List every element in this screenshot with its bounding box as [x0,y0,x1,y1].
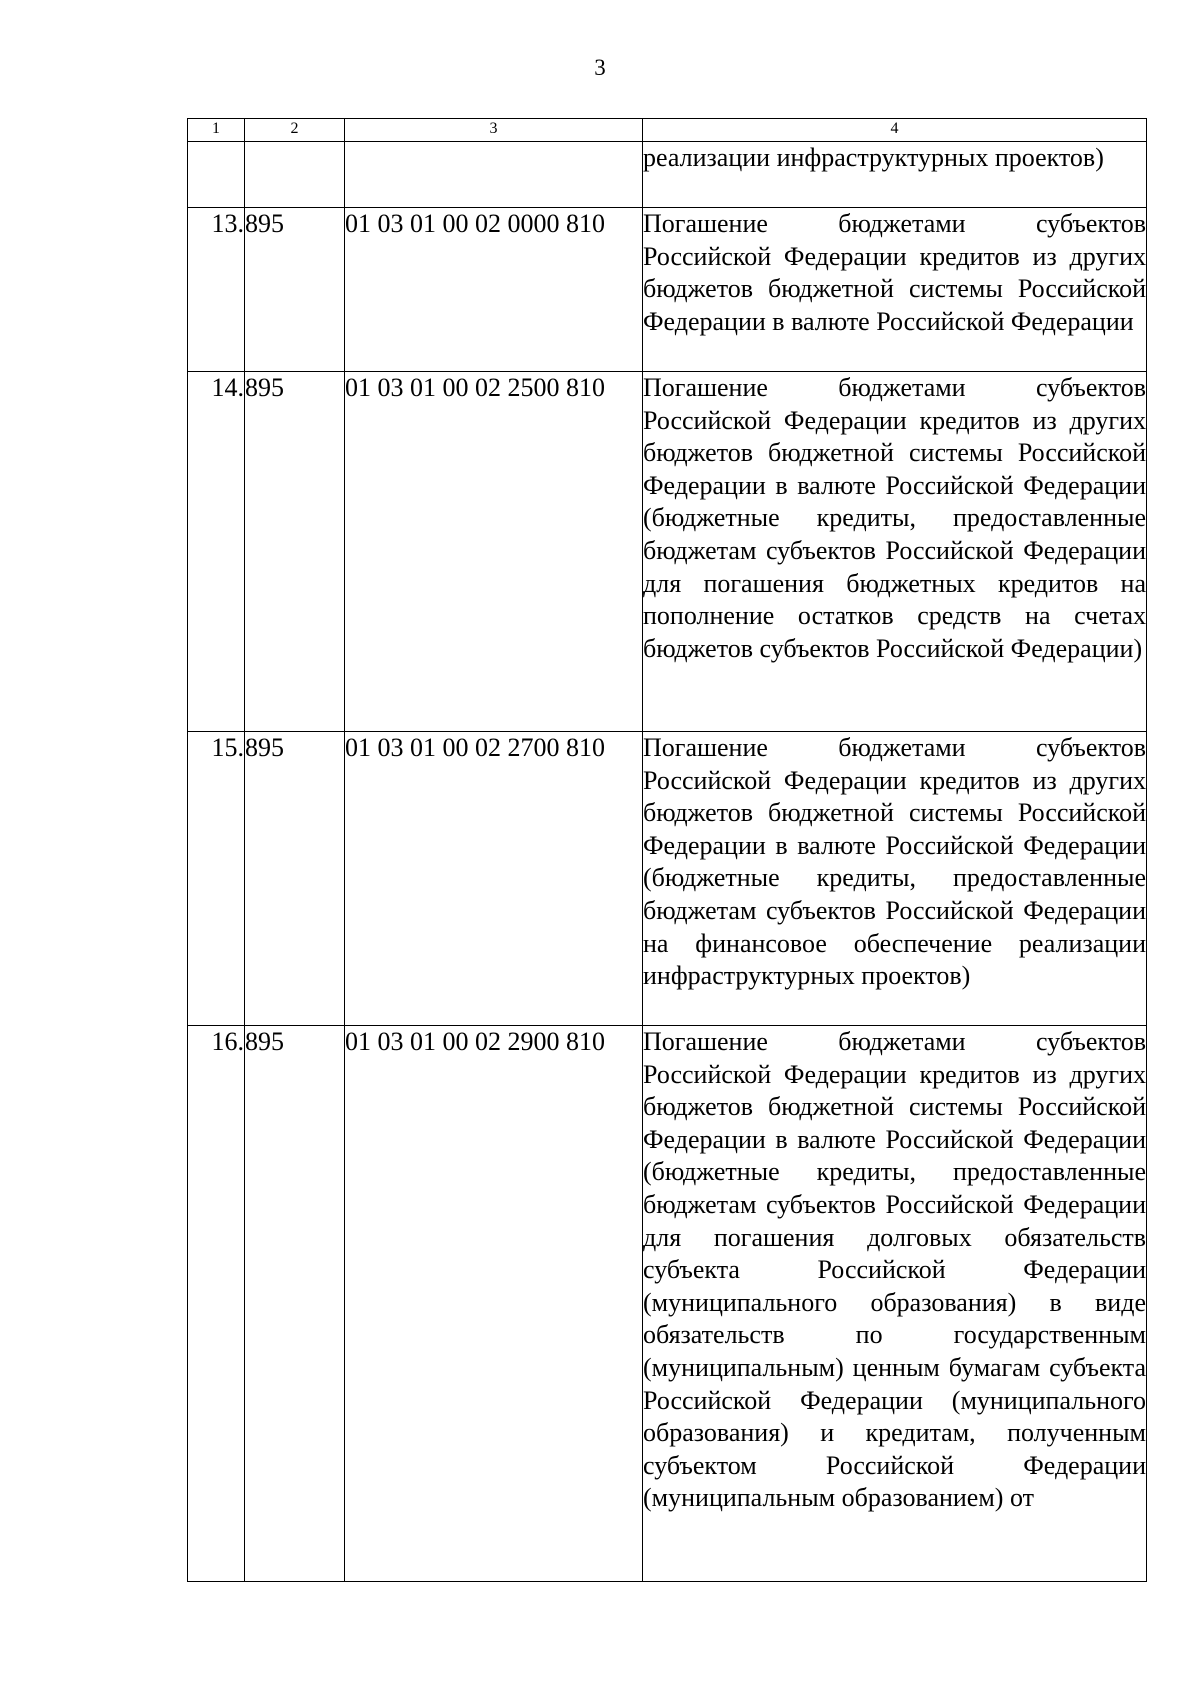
row-description [643,732,1147,1026]
row-number: 14. [188,372,245,732]
row-budget-code: 01 03 01 00 02 0000 810 [345,208,643,372]
row-description [643,142,1147,208]
description-text: Погашение бюджетами субъектов Российской Федерации кредитов из других бюджетов бюджетной системы Российской Федерации в валюте Российской Федерации (бюджетные кредиты, предоставленные бюджетам субъектов Российской Федерации для погашения бюджетных кредитов на пополнение остатков средств на счетах бюджетов субъектов Российской Федерации) [643,373,1146,663]
row-description [643,1026,1147,1582]
table-row [188,372,1147,732]
column-header: 3 [345,119,643,142]
description-text: Погашение бюджетами субъектов Российской Федерации кредитов из других бюджетов бюджетной системы Российской Федерации в валюте Российской Федерации [643,209,1146,336]
column-header: 2 [245,119,345,142]
row-code: 895 [245,372,345,732]
row-number: 13. [188,208,245,372]
table-row [188,732,1147,1026]
page-number: 3 [594,55,606,80]
row-code: 895 [245,1026,345,1582]
column-header: 1 [188,119,245,142]
table-row [188,1026,1147,1582]
row-code [245,142,345,208]
column-header: 4 [643,119,1147,142]
description-text: Погашение бюджетами субъектов Российской Федерации кредитов из других бюджетов бюджетной системы Российской Федерации в валюте Российской Федерации (бюджетные кредиты, предоставленные бюджетам субъектов Российской Федерации для погашения долговых обязательств субъекта Российской Федерации (муниципального образования) в виде обязательств по государственным (муниципальным) ценным бумагам субъекта Российской Федерации (муниципального образования) и кредитам, полученным субъектом Российской Федерации (муниципальным образованием) от [643,1027,1146,1513]
row-budget-code: 01 03 01 00 02 2900 810 [345,1026,643,1582]
description-text: Погашение бюджетами субъектов Российской Федерации кредитов из других бюджетов бюджетной системы Российской Федерации в валюте Российской Федерации (бюджетные кредиты, предоставленные бюджетам субъектов Российской Федерации на финансовое обеспечение реализации инфраструктурных проектов) [643,733,1146,991]
description-text: реализации инфраструктурных проектов) [643,143,1104,172]
row-description [643,208,1147,372]
table-row [188,142,1147,208]
document-table [187,118,1147,1582]
table-header-row [188,119,1147,142]
row-code: 895 [245,208,345,372]
row-budget-code: 01 03 01 00 02 2700 810 [345,732,643,1026]
row-code: 895 [245,732,345,1026]
row-number [188,142,245,208]
table-row [188,208,1147,372]
row-budget-code: 01 03 01 00 02 2500 810 [345,372,643,732]
row-description [643,372,1147,732]
row-budget-code [345,142,643,208]
row-number: 15. [188,732,245,1026]
row-number: 16. [188,1026,245,1582]
